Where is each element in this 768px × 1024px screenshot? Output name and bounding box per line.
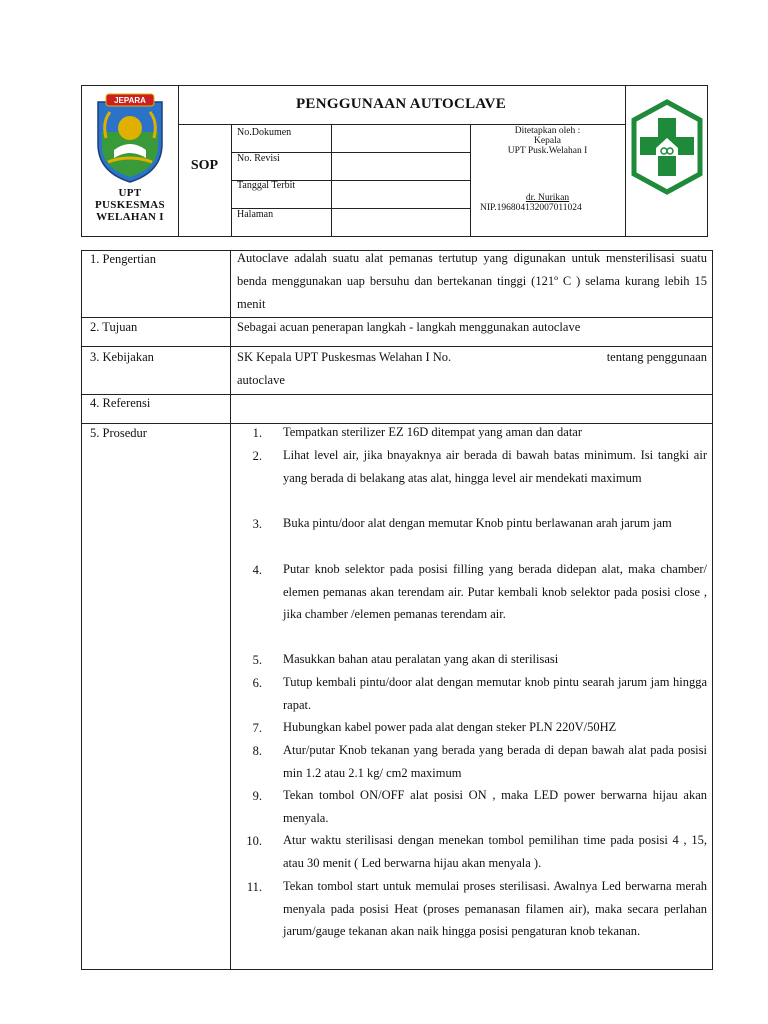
- section-text-pengertian: Autoclave adalah suatu alat pemanas tertutup yang digunakan untuk mensterilisasi suatu benda menggunakan uap bersuhu dan bertekanan tinggi (121º C ) selama kurang lebih 15 menit: [237, 251, 707, 311]
- step-number: 1.: [252, 426, 262, 440]
- step-number: 10.: [246, 834, 262, 848]
- step-text: Putar knob selektor pada posisi filling yang berada didepan alat, maka chamber/ elemen pemanas akan terendam air. Putar kembali knob selektor pada posisi close , jika chamber /elemen pemanas terendam air.: [283, 562, 707, 621]
- step-number: 9.: [252, 789, 262, 803]
- step-number: 4.: [252, 563, 262, 577]
- issue-date-label: Tanggal Terbit: [237, 180, 296, 191]
- section-label-tujuan: 2. Tujuan: [90, 320, 138, 334]
- approval-block: Ditetapkan oleh : Kepala UPT Pusk.Welahan I: [507, 126, 588, 156]
- step-number: 2.: [252, 449, 262, 463]
- step-text: Tempatkan sterilizer EZ 16D ditempat yang aman dan datar: [283, 425, 583, 439]
- section-label-referensi: 4. Referensi: [90, 396, 151, 410]
- signer-name: dr. Nurikan: [525, 193, 570, 203]
- doc-number-label: No.Dokumen: [237, 127, 292, 138]
- step-text: Lihat level air, jika bnayaknya air berada di bawah batas minimum. Isi tangki air yang berada di belakang atas alat, hingga level air mendekati maximum: [283, 448, 707, 485]
- revision-label: No. Revisi: [237, 153, 280, 164]
- section-label-kebijakan: 3. Kebijakan: [90, 350, 154, 364]
- jepara-emblem-icon: [92, 92, 168, 184]
- signer-nip: NIP.196804132007011024: [480, 203, 582, 213]
- page-label: Halaman: [237, 209, 274, 220]
- section-label-pengertian: 1. Pengertian: [90, 252, 156, 266]
- section-text-tujuan: Sebagai acuan penerapan langkah - langkah menggunakan autoclave: [237, 320, 581, 334]
- step-number: 6.: [252, 676, 262, 690]
- column-divider: [230, 251, 231, 970]
- section-label-prosedur: 5. Prosedur: [90, 426, 147, 440]
- step-number: 11.: [246, 880, 262, 894]
- step-number: 5.: [252, 653, 262, 667]
- step-number: 3.: [252, 517, 262, 531]
- step-text: Buka pintu/door alat dengan memutar Knob pintu berlawanan arah jarum jam: [283, 516, 672, 530]
- step-number: 8.: [252, 744, 262, 758]
- step-text: Masukkan bahan atau peralatan yang akan di sterilisasi: [283, 652, 559, 666]
- header-divider: [625, 86, 626, 237]
- signer-block: [470, 193, 625, 213]
- sop-label: SOP: [190, 158, 219, 173]
- step-text: Tekan tombol ON/OFF alat posisi ON , maka LED power berwarna hijau akan menyala.: [283, 788, 707, 825]
- organization-name: UPT PUSKESMAS WELAHAN I: [95, 187, 165, 223]
- row-divider: [82, 394, 713, 395]
- step-number: 7.: [252, 721, 262, 735]
- step-text: Atur/putar Knob tekanan yang berada yang berada di depan bawah alat pada posisi min 1.2 atau 2.1 kg/ cm2 maximum: [283, 743, 707, 780]
- header-divider: [178, 124, 625, 125]
- section-text-kebijakan: SK Kepala UPT Puskesmas Welahan I No. tentang penggunaan autoclave: [237, 350, 707, 387]
- organization-block: [82, 86, 178, 236]
- document-title: PENGGUNAAN AUTOCLAVE: [295, 96, 507, 112]
- svg-text:JEPARA: JEPARA: [114, 96, 146, 105]
- step-text: Tutup kembali pintu/door alat dengan memutar knob pintu searah jarum jam hingga rapat.: [283, 675, 707, 712]
- puskesmas-logo-icon: [628, 98, 706, 196]
- step-text: Atur waktu sterilisasi dengan menekan tombol pemilihan time pada posisi 4 , 15, atau 30 menit ( Led berwarna hijau akan menyala ).: [283, 833, 707, 870]
- step-text: Hubungkan kabel power pada alat dengan steker PLN 220V/50HZ: [283, 720, 617, 734]
- step-text: Tekan tombol start untuk memulai proses sterilisasi. Awalnya Led berwarna merah menyala pada posisi Heat (proses pemanasan filamen air), maka secara perlahan jarum/gauge tekanan akan naik hingga posisi pengaturan knob tekanan.: [283, 879, 707, 938]
